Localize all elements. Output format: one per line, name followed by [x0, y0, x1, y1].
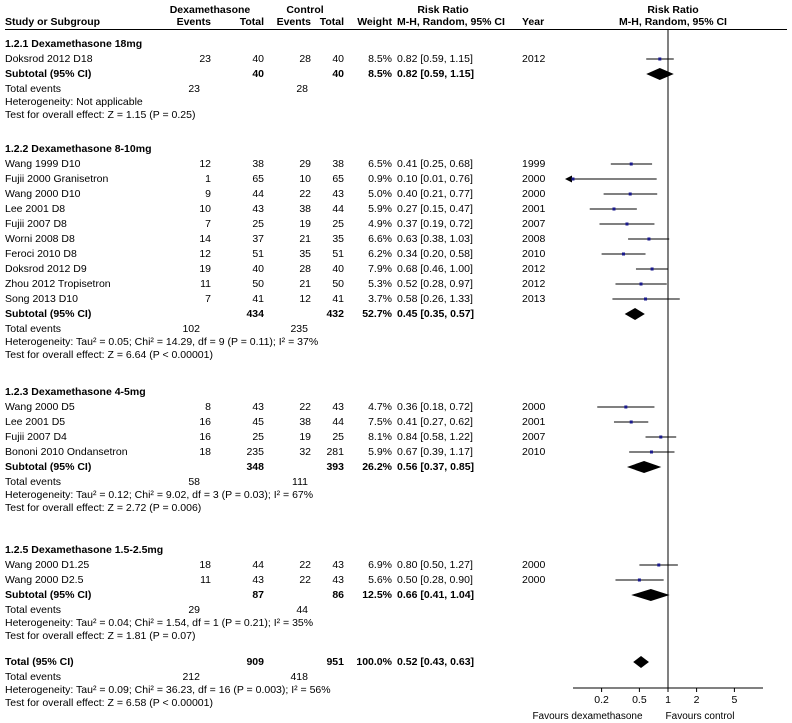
- study-weight: 6.2%: [368, 248, 392, 260]
- study-column-header: Study or Subgroup: [5, 16, 101, 28]
- study-total1: 38: [252, 158, 264, 170]
- study-ci: 0.50 [0.28, 0.90]: [397, 574, 473, 586]
- study-events1: 12: [199, 248, 211, 260]
- study-weight: 4.7%: [368, 401, 392, 413]
- study-events2: 19: [299, 218, 311, 230]
- study-total2: 38: [332, 158, 344, 170]
- subtotal-label: Subtotal (95% CI): [5, 461, 92, 473]
- study-year: 2010: [522, 248, 546, 260]
- study-total1: 235: [246, 446, 264, 458]
- study-name: Worni 2008 D8: [5, 233, 75, 245]
- study-events2: 22: [299, 574, 311, 586]
- subtotal-label: Subtotal (95% CI): [5, 68, 92, 80]
- subgroup-title: 1.2.2 Dexamethasone 8-10mg: [5, 143, 152, 155]
- study-total2: 25: [332, 218, 344, 230]
- study-weight: 3.7%: [368, 293, 392, 305]
- study-total2: 44: [332, 203, 344, 215]
- total-overall-effect-text: Test for overall effect: Z = 6.58 (P < 0.00001): [5, 697, 213, 709]
- subtotal-total1: 348: [246, 461, 264, 473]
- study-total2: 35: [332, 233, 344, 245]
- study-year: 2000: [522, 401, 546, 413]
- study-events2: 28: [299, 53, 311, 65]
- study-year: 1999: [522, 158, 546, 170]
- study-ci: 0.68 [0.46, 1.00]: [397, 263, 473, 275]
- total-events-label: Total events: [5, 83, 62, 95]
- subgroup-title: 1.2.1 Dexamethasone 18mg: [5, 38, 143, 50]
- study-total2: 41: [332, 293, 344, 305]
- study-events2: 35: [299, 248, 311, 260]
- study-ci: 0.63 [0.38, 1.03]: [397, 233, 473, 245]
- study-total2: 43: [332, 401, 344, 413]
- study-total1: 65: [252, 173, 264, 185]
- plot-title: Risk Ratio: [647, 4, 699, 16]
- study-name: Song 2013 D10: [5, 293, 78, 305]
- events2-header: Events: [276, 16, 311, 28]
- study-ci: 0.10 [0.01, 0.76]: [397, 173, 473, 185]
- study-total1: 40: [252, 53, 264, 65]
- study-ci: 0.58 [0.26, 1.33]: [397, 293, 473, 305]
- subtotal-ci: 0.82 [0.59, 1.15]: [397, 68, 475, 80]
- study-events1: 8: [205, 401, 211, 413]
- study-ci: 0.40 [0.21, 0.77]: [397, 188, 473, 200]
- study-ci: 0.41 [0.27, 0.62]: [397, 416, 473, 428]
- subtotal-ci: 0.45 [0.35, 0.57]: [397, 308, 475, 320]
- study-events2: 21: [299, 278, 311, 290]
- study-events2: 28: [299, 263, 311, 275]
- subtotal-weight: 52.7%: [362, 308, 392, 320]
- x-tick-label: 2: [693, 694, 700, 706]
- favours-left-label: Favours dexamethasone: [532, 711, 643, 722]
- study-events1: 18: [199, 559, 211, 571]
- study-weight: 5.9%: [368, 203, 392, 215]
- study-year: 2000: [522, 559, 546, 571]
- point-estimate: [640, 283, 643, 286]
- plot-method: M-H, Random, 95% CI: [619, 16, 727, 28]
- study-year: 2010: [522, 446, 546, 458]
- study-weight: 8.5%: [368, 53, 392, 65]
- pooled-diamond: [631, 589, 669, 601]
- study-events2: 38: [299, 416, 311, 428]
- x-tick-label: 5: [731, 694, 738, 706]
- study-name: Feroci 2010 D8: [5, 248, 77, 260]
- x-tick-label: 0.5: [632, 694, 647, 706]
- point-estimate: [659, 436, 662, 439]
- study-events1: 9: [205, 188, 211, 200]
- study-year: 2012: [522, 278, 546, 290]
- study-events2: 32: [299, 446, 311, 458]
- study-ci: 0.82 [0.59, 1.15]: [397, 53, 473, 65]
- study-events2: 29: [299, 158, 311, 170]
- ci-arrow: [565, 176, 572, 183]
- pooled-diamond: [633, 656, 649, 668]
- point-estimate: [612, 208, 615, 211]
- study-weight: 5.0%: [368, 188, 392, 200]
- study-name: Wang 2000 D2.5: [5, 574, 84, 586]
- total-label: Total (95% CI): [5, 656, 74, 668]
- study-year: 2012: [522, 53, 546, 65]
- total-events-events1: 102: [182, 323, 200, 335]
- subtotal-ci: 0.66 [0.41, 1.04]: [397, 589, 475, 601]
- subgroup-title: 1.2.5 Dexamethasone 1.5-2.5mg: [5, 544, 164, 556]
- total1-header: Total: [239, 16, 264, 28]
- study-events2: 22: [299, 401, 311, 413]
- study-weight: 6.9%: [368, 559, 392, 571]
- overall-effect-text: Test for overall effect: Z = 6.64 (P < 0.00001): [5, 349, 213, 361]
- study-total2: 281: [326, 446, 344, 458]
- study-total1: 25: [252, 431, 264, 443]
- heterogeneity-text: Heterogeneity: Tau² = 0.05; Chi² = 14.29, df = 9 (P = 0.11); I² = 37%: [5, 336, 319, 348]
- point-estimate: [625, 223, 628, 226]
- study-events1: 19: [199, 263, 211, 275]
- study-ci: 0.27 [0.15, 0.47]: [397, 203, 473, 215]
- subtotal-total2: 86: [332, 589, 344, 601]
- study-events2: 22: [299, 188, 311, 200]
- study-events1: 7: [205, 293, 211, 305]
- subtotal-weight: 26.2%: [362, 461, 392, 473]
- study-ci: 0.34 [0.20, 0.58]: [397, 248, 473, 260]
- study-year: 2000: [522, 574, 546, 586]
- total-events-label: Total events: [5, 604, 62, 616]
- study-total2: 25: [332, 431, 344, 443]
- weight-header: Weight: [357, 16, 392, 28]
- study-events1: 23: [199, 53, 211, 65]
- study-ci: 0.37 [0.19, 0.72]: [397, 218, 473, 230]
- subtotal-ci: 0.56 [0.37, 0.85]: [397, 461, 475, 473]
- total-events-events1: 29: [188, 604, 200, 616]
- pooled-diamond: [625, 308, 645, 320]
- study-name: Wang 1999 D10: [5, 158, 81, 170]
- study-total1: 45: [252, 416, 264, 428]
- study-total1: 43: [252, 203, 264, 215]
- x-tick-label: 0.2: [594, 694, 609, 706]
- study-total1: 51: [252, 248, 264, 260]
- total-events-events2: 44: [296, 604, 308, 616]
- study-events1: 12: [199, 158, 211, 170]
- study-total2: 43: [332, 559, 344, 571]
- total-events-events2: 111: [292, 476, 308, 488]
- group1-header: Dexamethasone: [169, 4, 251, 16]
- study-ci: 0.52 [0.28, 0.97]: [397, 278, 473, 290]
- pooled-diamond: [646, 68, 674, 80]
- study-events2: 10: [299, 173, 311, 185]
- risk-ratio-header: Risk Ratio: [417, 4, 469, 16]
- overall-effect-text: Test for overall effect: Z = 1.81 (P = 0.07): [5, 630, 196, 642]
- point-estimate: [650, 451, 653, 454]
- study-ci: 0.36 [0.18, 0.72]: [397, 401, 473, 413]
- study-total2: 51: [332, 248, 344, 260]
- study-year: 2000: [522, 188, 546, 200]
- study-total1: 40: [252, 263, 264, 275]
- study-name: Wang 2000 D1.25: [5, 559, 90, 571]
- study-ci: 0.41 [0.25, 0.68]: [397, 158, 473, 170]
- study-weight: 7.9%: [368, 263, 392, 275]
- study-year: 2001: [522, 416, 546, 428]
- point-estimate: [624, 406, 627, 409]
- study-total1: 50: [252, 278, 264, 290]
- study-name: Wang 2000 D5: [5, 401, 75, 413]
- study-year: 2007: [522, 431, 546, 443]
- study-weight: 5.6%: [368, 574, 392, 586]
- subgroup-title: 1.2.3 Dexamethasone 4-5mg: [5, 386, 146, 398]
- study-total1: 44: [252, 559, 264, 571]
- heterogeneity-text: Heterogeneity: Tau² = 0.04; Chi² = 1.54, df = 1 (P = 0.21); I² = 35%: [5, 617, 314, 629]
- study-total1: 43: [252, 574, 264, 586]
- study-year: 2012: [522, 263, 546, 275]
- subtotal-total2: 432: [326, 308, 344, 320]
- subtotal-total1: 40: [252, 68, 264, 80]
- point-estimate: [638, 579, 641, 582]
- study-weight: 6.6%: [368, 233, 392, 245]
- total-weight: 100.0%: [356, 656, 392, 668]
- study-total2: 65: [332, 173, 344, 185]
- study-total1: 44: [252, 188, 264, 200]
- study-weight: 4.9%: [368, 218, 392, 230]
- study-ci: 0.80 [0.50, 1.27]: [397, 559, 473, 571]
- study-events2: 19: [299, 431, 311, 443]
- study-weight: 5.3%: [368, 278, 392, 290]
- pooled-diamond: [627, 461, 661, 473]
- study-name: Fujii 2007 D8: [5, 218, 67, 230]
- total-events-events1: 23: [188, 83, 200, 95]
- study-ci: 0.84 [0.58, 1.22]: [397, 431, 473, 443]
- overall-effect-text: Test for overall effect: Z = 1.15 (P = 0.25): [5, 109, 196, 121]
- study-name: Bononi 2010 Ondansetron: [5, 446, 128, 458]
- study-events1: 16: [199, 431, 211, 443]
- point-estimate: [572, 178, 575, 181]
- study-weight: 8.1%: [368, 431, 392, 443]
- study-weight: 6.5%: [368, 158, 392, 170]
- grand-total-events-events2: 418: [290, 671, 308, 683]
- study-total1: 25: [252, 218, 264, 230]
- study-year: 2008: [522, 233, 546, 245]
- study-events2: 22: [299, 559, 311, 571]
- subtotal-total1: 87: [252, 589, 264, 601]
- total-total2: 951: [326, 656, 344, 668]
- favours-right-label: Favours control: [665, 711, 735, 722]
- study-events2: 21: [299, 233, 311, 245]
- study-total1: 43: [252, 401, 264, 413]
- grand-total-events-events1: 212: [182, 671, 200, 683]
- grand-total-events-label: Total events: [5, 671, 62, 683]
- study-ci: 0.67 [0.39, 1.17]: [397, 446, 473, 458]
- total-ci: 0.52 [0.43, 0.63]: [397, 656, 475, 668]
- study-total2: 44: [332, 416, 344, 428]
- subtotal-total2: 393: [326, 461, 344, 473]
- total-total1: 909: [246, 656, 264, 668]
- study-events1: 14: [199, 233, 211, 245]
- heterogeneity-text: Heterogeneity: Tau² = 0.12; Chi² = 9.02, df = 3 (P = 0.03); I² = 67%: [5, 489, 314, 501]
- study-events2: 12: [299, 293, 311, 305]
- study-year: 2013: [522, 293, 546, 305]
- point-estimate: [657, 564, 660, 567]
- x-tick-label: 1: [665, 694, 671, 706]
- subtotal-label: Subtotal (95% CI): [5, 589, 92, 601]
- total-events-events1: 58: [188, 476, 200, 488]
- study-weight: 5.9%: [368, 446, 392, 458]
- year-header: Year: [522, 16, 545, 28]
- total-events-label: Total events: [5, 323, 62, 335]
- point-estimate: [651, 268, 654, 271]
- study-name: Doksrod 2012 D18: [5, 53, 93, 65]
- study-year: 2007: [522, 218, 546, 230]
- study-events1: 11: [200, 574, 211, 586]
- study-total2: 43: [332, 188, 344, 200]
- study-events1: 18: [199, 446, 211, 458]
- study-events1: 16: [199, 416, 211, 428]
- subtotal-weight: 12.5%: [362, 589, 392, 601]
- subtotal-total1: 434: [246, 308, 264, 320]
- study-events1: 10: [199, 203, 211, 215]
- study-name: Fujii 2007 D4: [5, 431, 67, 443]
- total-events-label: Total events: [5, 476, 62, 488]
- overall-effect-text: Test for overall effect: Z = 2.72 (P = 0.006): [5, 502, 202, 514]
- point-estimate: [622, 253, 625, 256]
- study-events1: 7: [205, 218, 211, 230]
- study-name: Lee 2001 D8: [5, 203, 66, 215]
- group2-header: Control: [286, 4, 324, 16]
- study-events2: 38: [299, 203, 311, 215]
- study-year: 2000: [522, 173, 546, 185]
- method-header: M-H, Random, 95% CI: [397, 16, 505, 28]
- total2-header: Total: [319, 16, 344, 28]
- study-weight: 7.5%: [368, 416, 392, 428]
- point-estimate: [647, 238, 650, 241]
- study-name: Lee 2001 D5: [5, 416, 66, 428]
- point-estimate: [658, 58, 661, 61]
- study-weight: 0.9%: [368, 173, 392, 185]
- study-total2: 40: [332, 53, 344, 65]
- study-year: 2001: [522, 203, 546, 215]
- subtotal-weight: 8.5%: [368, 68, 392, 80]
- total-events-events2: 28: [296, 83, 308, 95]
- study-name: Wang 2000 D10: [5, 188, 81, 200]
- study-total1: 37: [252, 233, 264, 245]
- study-events1: 11: [200, 278, 211, 290]
- study-total2: 43: [332, 574, 344, 586]
- study-total2: 40: [332, 263, 344, 275]
- heterogeneity-text: Heterogeneity: Not applicable: [5, 96, 143, 108]
- study-name: Doksrod 2012 D9: [5, 263, 87, 275]
- point-estimate: [630, 421, 633, 424]
- subtotal-total2: 40: [332, 68, 344, 80]
- point-estimate: [629, 193, 632, 196]
- study-events1: 1: [205, 173, 211, 185]
- subtotal-label: Subtotal (95% CI): [5, 308, 92, 320]
- study-name: Fujii 2000 Granisetron: [5, 173, 109, 185]
- point-estimate: [630, 163, 633, 166]
- study-total2: 50: [332, 278, 344, 290]
- point-estimate: [644, 298, 647, 301]
- total-events-events2: 235: [290, 323, 308, 335]
- study-name: Zhou 2012 Tropisetron: [5, 278, 111, 290]
- study-total1: 41: [252, 293, 264, 305]
- total-heterogeneity-text: Heterogeneity: Tau² = 0.09; Chi² = 36.23, df = 16 (P = 0.003); I² = 56%: [5, 684, 331, 696]
- events1-header: Events: [176, 16, 211, 28]
